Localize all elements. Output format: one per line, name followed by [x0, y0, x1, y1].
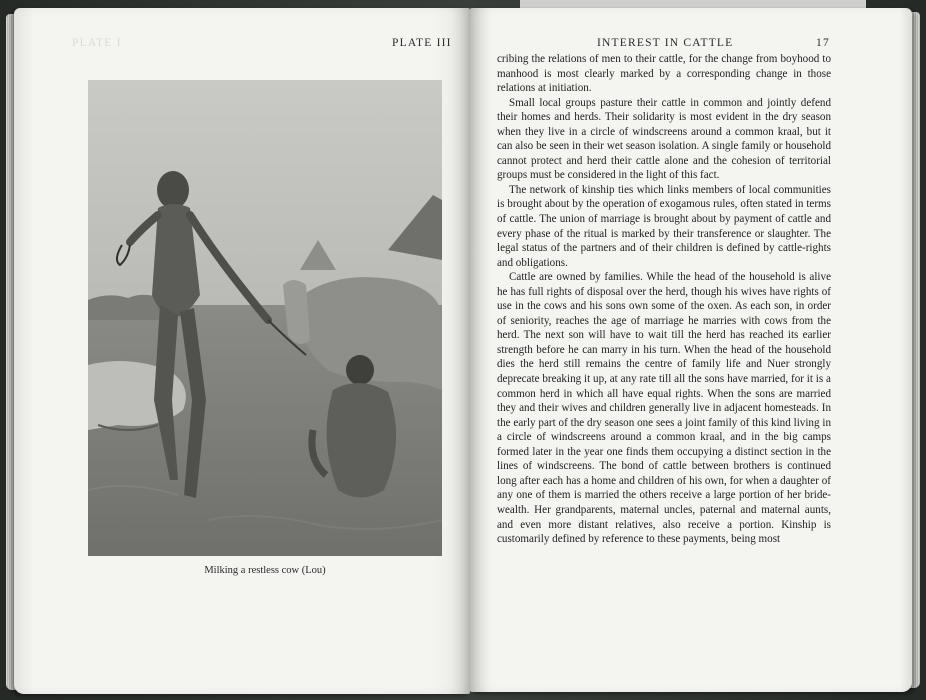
bleed-through-header: PLATE I: [72, 37, 122, 49]
running-head-title: INTEREST IN CATTLE: [597, 37, 734, 49]
plate-photograph: [88, 80, 442, 556]
paragraph: cribing the relations of men to their cattle, for the change from boyhood to manhood is most clearly marked by a corresponding change in those relations at initiation.: [497, 53, 831, 95]
paragraph: Cattle are owned by families. While the head of the household is alive he has full rights of disposal over the herd, though his wives have rights of use in the cows and his sons own some of the oxen. As each son, in order of seniority, reaches the age of marriage he marries with cows from the herd. The next son will have to wait till the herd has reached its earlier strength before he can marry in his turn. When the head of the household dies the herd still remains the centre of family life and Nuer strongly deprecate breaking it up, at any rate till all the sons have married, for it is a common herd in which all have equal rights. When the sons are married they and their wives and children generally live in adjacent homesteads. In the early part of the dry season one sees a joint family of this kind living in a circle of windscreens around a common kraal, and in the big camps formed later in the year one finds them occupying a distinct section in the lines of windscreens. The bond of cattle between brothers is continued long after each has a home and children of his own, for when a daughter of any one of them is married the others receive a large portion of her bride-wealth. Her grandparents, maternal uncles, paternal and maternal aunts, and even more distant relatives, also receive a portion. Kinship is customarily defined by reference to these payments, being most: [497, 271, 831, 546]
paragraph: The network of kinship ties which links members of local communities is brought about by the operation of exogamous rules, often stated in terms of cattle. The union of marriage is brought about by payment of cattle and every phase of the ritual is marked by their transference or slaughter. The legal status of the partners and of their children is defined by cattle-rights and obligations.: [497, 183, 831, 269]
backing-paper-strip: [520, 0, 866, 8]
plate-caption: Milking a restless cow (Lou): [204, 565, 326, 576]
photo-illustration: [88, 80, 442, 556]
paragraph: Small local groups pasture their cattle in common and jointly defend their homes and herds. Their solidarity is most evident in the dry season when they live in a circle of windscreens around a common kraal, but it can also be seen in their wet season isolation. A single family or household cannot protect and herd their cattle alone and the cohesion of territorial groups must be considered in the light of this fact.: [497, 96, 831, 182]
body-text: [497, 52, 831, 547]
plate-label: PLATE III: [392, 37, 452, 49]
page-number: 17: [816, 37, 830, 49]
